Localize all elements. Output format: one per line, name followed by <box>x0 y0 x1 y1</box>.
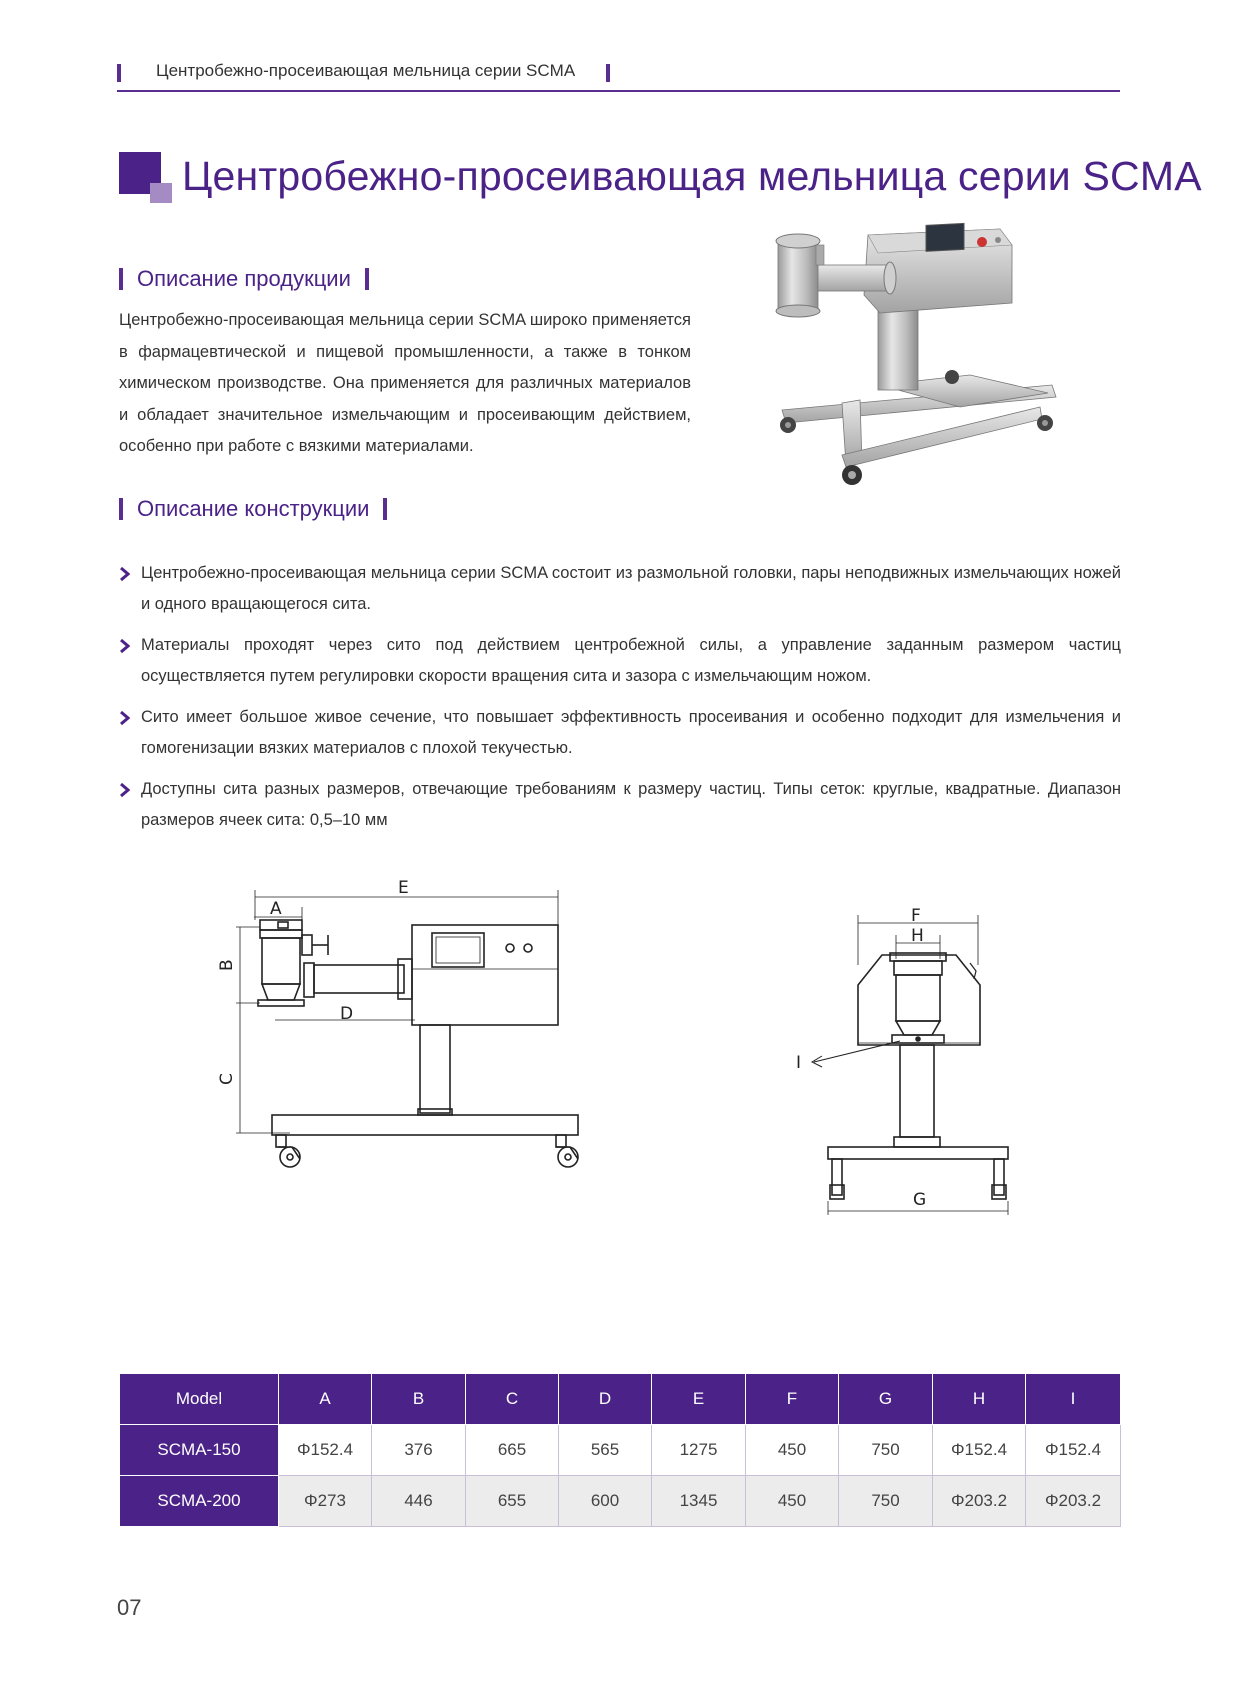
dim-label-d: D <box>340 1004 354 1024</box>
table-cell-model: SCMA-200 <box>120 1476 279 1527</box>
dim-label-c: C <box>217 1073 237 1085</box>
chevron-right-icon <box>119 567 131 581</box>
running-header <box>117 60 1120 92</box>
header-bar-left <box>117 64 121 82</box>
table-cell: 750 <box>839 1425 933 1476</box>
heading-text: Описание продукции <box>137 266 351 291</box>
table-cell: Φ203.2 <box>1026 1476 1121 1527</box>
table-row <box>120 1425 1121 1476</box>
list-item <box>119 774 1121 836</box>
bullet-text: Доступны сита разных размеров, отвечающие требованиям к размеру частиц. Типы сеток: круглые, квадратные. Диапазон размеров ячеек сита: 0,5–10 мм <box>141 780 1121 829</box>
column-header: F <box>746 1374 839 1425</box>
table-cell: 565 <box>559 1425 652 1476</box>
heading-bar <box>119 498 123 520</box>
dim-label-e: E <box>398 878 409 898</box>
table-cell: 446 <box>372 1476 466 1527</box>
table-cell: Φ203.2 <box>933 1476 1026 1527</box>
list-item <box>119 630 1121 692</box>
construction-bullet-list <box>119 558 1121 846</box>
chevron-right-icon <box>119 639 131 653</box>
list-item <box>119 558 1121 620</box>
dim-label-g: G <box>913 1190 927 1210</box>
table-cell: 376 <box>372 1425 466 1476</box>
table-cell: 450 <box>746 1425 839 1476</box>
column-header: E <box>652 1374 746 1425</box>
table-cell: 1345 <box>652 1476 746 1527</box>
heading-text: Описание конструкции <box>137 496 370 521</box>
dim-label-i: I <box>796 1053 802 1073</box>
table-cell: Φ152.4 <box>933 1425 1026 1476</box>
column-header: A <box>279 1374 372 1425</box>
column-header: C <box>466 1374 559 1425</box>
table-cell: 1275 <box>652 1425 746 1476</box>
column-header: B <box>372 1374 466 1425</box>
table-row <box>120 1476 1121 1527</box>
dim-label-b: B <box>217 959 237 971</box>
dim-label-h: H <box>911 926 924 946</box>
table-cell: 450 <box>746 1476 839 1527</box>
bullet-text: Материалы проходят через сито под действием центробежной силы, а управление заданным размером частиц осуществляется путем регулировки скорости вращения сита и зазора с измельчающим ножом. <box>141 636 1121 685</box>
side-view-drawing <box>217 878 620 1225</box>
heading-bar <box>383 498 387 520</box>
bullet-text: Центробежно-просеивающая мельница серии SCMA состоит из размольной головки, пары неподвижных измельчающих ножей и одного вращающегося сита. <box>141 564 1121 613</box>
table-cell: Φ152.4 <box>1026 1425 1121 1476</box>
header-bar-right <box>606 64 610 82</box>
table-cell-model: SCMA-150 <box>120 1425 279 1476</box>
page-number: 07 <box>117 1595 142 1620</box>
chevron-right-icon <box>119 711 131 725</box>
product-description-heading <box>119 264 369 294</box>
title-square-light <box>150 183 172 203</box>
table-cell: 750 <box>839 1476 933 1527</box>
table-header-row <box>120 1374 1121 1425</box>
column-header: Model <box>120 1374 279 1425</box>
page-title: Центробежно-просеивающая мельница серии SCMA <box>182 153 1202 199</box>
table-cell: 655 <box>466 1476 559 1527</box>
dim-label-a: A <box>270 899 282 919</box>
column-header: G <box>839 1374 933 1425</box>
front-view-drawing <box>790 906 1030 1235</box>
heading-bar <box>119 268 123 290</box>
specification-table <box>119 1373 1121 1527</box>
bullet-text: Сито имеет большое живое сечение, что повышает эффективность просеивания и особенно подходит для измельчения и гомогенизации вязких материалов с плохой текучестью. <box>141 708 1121 757</box>
column-header: D <box>559 1374 652 1425</box>
construction-heading <box>119 494 387 524</box>
table-cell: 665 <box>466 1425 559 1476</box>
machine-photo <box>780 225 1110 525</box>
product-description-text: Центробежно-просеивающая мельница серии SCMA широко применяется в фармацевтической и пищевой промышленности, а также в тонком химическом производстве. Она применяется для различных материалов и обладает значительное измельчающим и просеивающим действием, особенно при работе с вязкими материалами. <box>119 311 691 455</box>
running-title: Центробежно-просеивающая мельница серии SCMA <box>156 61 576 80</box>
table-cell: Φ273 <box>279 1476 372 1527</box>
chevron-right-icon <box>119 783 131 797</box>
column-header: I <box>1026 1374 1121 1425</box>
heading-bar <box>365 268 369 290</box>
table-cell: Φ152.4 <box>279 1425 372 1476</box>
list-item <box>119 702 1121 764</box>
table-cell: 600 <box>559 1476 652 1527</box>
column-header: H <box>933 1374 1026 1425</box>
dim-label-f: F <box>911 906 921 926</box>
